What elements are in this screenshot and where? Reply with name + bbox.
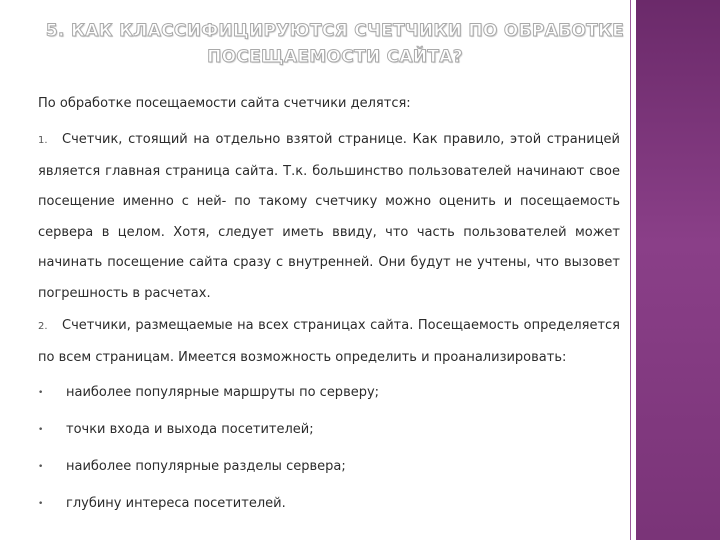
numbered-item-2 xyxy=(38,311,620,373)
item-text: Счетчик, стоящий на отдельно взятой странице. Как правило, этой страницей является главная страница сайта. Т.к. большинство пользователей начинают свое посещение именно с ней- по такому счетчику можно оценить и посещаемость сервера в целом. Хотя, следует иметь ввиду, что часть пользователей может начинать посещение сайта сразу с внутренней. Они будут не учтены, что вызовет погрешность в расчетах. xyxy=(38,132,620,301)
bullet-item xyxy=(38,383,620,420)
bullet-item xyxy=(38,420,620,457)
bullet-icon: • xyxy=(38,425,44,435)
bullet-list xyxy=(38,383,620,531)
decorative-sidebar xyxy=(636,0,720,540)
bullet-text: наиболее популярные разделы сервера; xyxy=(66,459,346,474)
bullet-item xyxy=(38,494,620,531)
slide-body xyxy=(38,94,620,531)
bullet-icon: • xyxy=(38,462,44,472)
slide-title-line-2: ПОСЕЩАЕМОСТИ САЙТА? xyxy=(207,47,463,67)
bullet-text: глубину интереса посетителей. xyxy=(66,496,286,511)
bullet-text: наиболее популярные маршруты по серверу; xyxy=(66,385,380,400)
slide-title-line-1: 5. КАК КЛАССИФИЦИРУЮТСЯ СЧЕТЧИКИ ПО ОБРАБОТКЕ xyxy=(45,21,625,41)
bullet-item xyxy=(38,457,620,494)
numbered-item-1 xyxy=(38,125,620,309)
item-number: 2. xyxy=(38,321,48,332)
bullet-icon: • xyxy=(38,499,44,509)
sidebar-divider xyxy=(630,0,631,540)
slide-title xyxy=(40,18,630,70)
intro-text: По обработке посещаемости сайта счетчики делятся: xyxy=(38,96,411,111)
item-text: Счетчики, размещаемые на всех страницах сайта. Посещаемость определяется по всем страницам. Имеется возможность определить и проанализировать: xyxy=(38,318,620,365)
item-number: 1. xyxy=(38,135,48,146)
bullet-text: точки входа и выхода посетителей; xyxy=(66,422,314,437)
bullet-icon: • xyxy=(38,388,44,398)
